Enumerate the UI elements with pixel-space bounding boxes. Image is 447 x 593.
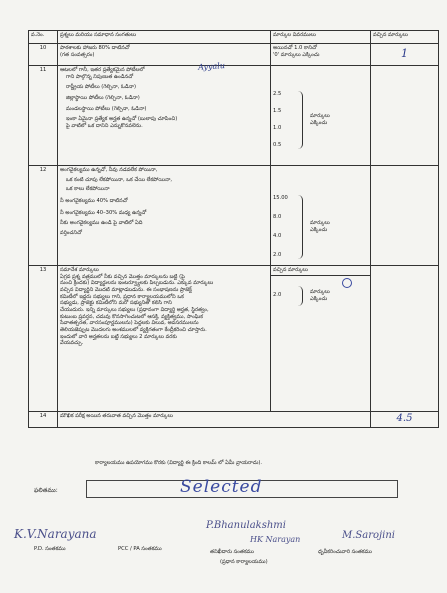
table-header-row [29, 31, 439, 44]
brace-bracket [298, 195, 303, 259]
table-row-11 [29, 66, 439, 166]
pcc-role: PCC / PA సంతకము [118, 546, 162, 552]
row-marks-details [271, 166, 371, 266]
question-line: వేయవచ్చు. [60, 340, 84, 347]
marks-values [273, 286, 295, 306]
question-line: తెలియజెప్పుట మొదలగు అంశములలో వ్యక్తిగతంగా కేంద్రీకరించి చూస్తారు. [60, 326, 207, 333]
row-marks-details [271, 66, 371, 166]
question-line: రాష్ట్రీయ పోటీలు (గెల్చినా, ఓడినా) [66, 84, 136, 91]
table-row-13 [29, 266, 439, 412]
office-note: (ప్రధాన కార్యాలయము) [220, 559, 268, 565]
marks-line: '0' మార్కులు ఎక్కించు [273, 51, 320, 58]
mark-value: 2.5 [273, 91, 282, 97]
row-marks-details [271, 266, 371, 412]
question-line: పాఠశాలకు హాజరు 80% దాటినచో [60, 45, 130, 51]
header-marks-obtained: వచ్చిన మార్కులు [371, 31, 439, 44]
marks-side-label [306, 195, 330, 259]
row-number: 12 [29, 166, 58, 266]
question-line: ఇందులో వారి అర్హతలను బట్టి సభ్యులు 2 మార్కులు వరకు [60, 333, 177, 340]
mark-value: 2.0 [273, 292, 282, 299]
brace-bracket [298, 91, 303, 149]
row-obtained-cell [371, 44, 439, 66]
row-number: 10 [29, 44, 58, 66]
mark-value: 8.0 [273, 214, 282, 221]
marks-table [28, 30, 439, 428]
side-label-line: ఎక్కించు [310, 227, 328, 233]
member1-role: తనిఖీదారు సంతకము [210, 549, 254, 555]
question-line: నీకు అంగవైకల్యము ఉండి పై వాటిలో ఏది [60, 220, 143, 227]
mark-value: 1.5 [273, 108, 282, 115]
mark-value: 2.0 [273, 252, 282, 259]
side-label-line: ఎక్కించు [310, 120, 328, 126]
question-line: మౌఖిక పరీక్ష అయిన తరువాత వచ్చిన మొత్తం మార్కులు [60, 413, 173, 419]
question-line: (గత సంవత్సరం) [60, 51, 95, 58]
row-obtained-cell [371, 266, 439, 412]
brace-bracket [298, 286, 303, 306]
question-line: జిల్లాస్థాయి పోటీలు (గెల్చినా, ఓడినా) [66, 94, 140, 101]
marks-subheader: వచ్చిన మార్కులు [271, 266, 370, 276]
side-label-line: ఎక్కించు [310, 295, 328, 302]
pd-role: P.D. సంతకము [34, 546, 66, 552]
row-obtained-cell [371, 166, 439, 266]
office-use-note: కార్యాలయము ఉపయోగము కొరకు (విద్యార్థి ఈ క్రింది కాలమ్ లో ఏమీ వ్రాయరాదు). [95, 460, 263, 466]
marks-values-group [273, 195, 368, 259]
question-line: కుటుంబ ప్రవర్తన, చదువు కొనసాగించుటలో ఆసక్తి, వ్యక్తిత్వము, సాంఘిక [60, 313, 203, 320]
header-sno: వ.నెం. [29, 31, 58, 44]
row-obtained-cell [371, 412, 439, 428]
member2-role: ధృవీకరించువారి సంతకము [318, 549, 372, 555]
marks-values-group [273, 91, 368, 149]
mark-value: 1.0 [273, 125, 282, 132]
side-label-line: మార్కులు [310, 289, 330, 295]
mark-value: 15.00 [273, 195, 288, 201]
mark-value: 4.0 [273, 233, 282, 240]
handwritten-annotation: Ayyalu [197, 61, 226, 72]
row-question [58, 66, 271, 166]
question-line: ఇంకా ఏమైనా ప్రత్యేక అర్హత ఉన్నచో (బులాపు చూపించి) [66, 116, 178, 123]
result-label: ఫలితము: [34, 487, 58, 494]
member1-signature-2: HK Narayan [250, 535, 301, 544]
question-line: ఆటలలో గానీ, ఇతర ప్రత్యేకమైన పోటీలలో [60, 67, 145, 73]
question-line: సభ్యుడు, ప్రాజెక్టు కమిటీలోని మరో సభ్యునితో కలిసి గాని [60, 300, 172, 307]
question-line: గాని పాల్గొన్న నిపుణుత ఉండినచో [66, 73, 134, 80]
row-marks-details [271, 44, 371, 66]
question-line: వర్తించనిచో [60, 229, 82, 236]
side-label-line: మార్కులు [310, 220, 330, 227]
question-line: మండలస్థాయి పోటీలు (గెల్చినా, ఓడినా) [66, 105, 147, 112]
total-marks: 4.5 [396, 413, 413, 424]
member2-signature: M.Sarojini [342, 530, 395, 541]
question-line: ఒక కాలు లేకపోయినా [66, 186, 110, 193]
obtained-mark: 1 [401, 47, 408, 61]
marks-values-group [273, 286, 368, 306]
question-line: ఒక కంటి చూపు లేకపోయినా, ఒక చేయి లేకపోయినా, [66, 176, 173, 183]
question-line: ఏగ్రవ ప్రశ్న వత్రములో నీకు వచ్చిన మొత్తం మార్కులను బట్టి (పై [60, 273, 185, 280]
table-row-10 [29, 44, 439, 66]
row-question [58, 266, 271, 412]
row-number: 14 [29, 412, 58, 428]
row-question [58, 166, 271, 266]
circle-mark-icon [342, 278, 352, 288]
row-question [58, 44, 271, 66]
question-line: నీ అంగవైకల్యము 40% దాటినచో [60, 197, 128, 204]
marks-line: అయినచో 1.0 కానిచో [273, 45, 317, 51]
header-marks-details: మార్కుల వివరములు [271, 31, 371, 44]
question-line: చేయుదురు. ఇన్ని మార్కులు సభ్యులు (ప్రధానంగా విద్యార్థి అర్హత, స్థిరత్వం, [60, 306, 209, 313]
marks-side-label [306, 91, 330, 149]
row-number: 13 [29, 266, 58, 412]
pd-signature: K.V.Narayana [14, 527, 97, 541]
question-title: సమానేశ మార్కులు [60, 267, 99, 273]
side-label-line: మార్కులు [310, 113, 330, 120]
question-line: నీ అంగవైకల్యము 40–30% మధ్య ఉన్నచో [60, 209, 147, 216]
question-line: పై వాటిలో ఒక దానిని ఎన్నుకొనవలెను. [66, 122, 143, 129]
marks-side-label [306, 286, 330, 306]
row-obtained-cell [371, 66, 439, 166]
question-line: అంగవైకల్యము ఉన్నచో, నీవు నడవలేక పోయినా, [60, 167, 158, 173]
question-line: నుంచి క్రిందకు) విద్యార్థులను ఇంటర్వ్యూలకు పిల్చబడును. ఎక్కువ మార్కులు [60, 280, 214, 287]
member1-signature: P.Bhanulakshmi [206, 520, 286, 531]
question-line: సేవాతత్పరత, వారసంపూర్ణములను) పెద్దలకు విలువ, అవసరములను [60, 320, 199, 327]
marks-values [273, 91, 295, 149]
table-row-14 [29, 412, 439, 428]
row-number: 11 [29, 66, 58, 166]
table-row-12 [29, 166, 439, 266]
mark-value: 0.5 [273, 142, 282, 149]
marks-values [273, 195, 295, 259]
row-question [58, 412, 371, 428]
question-line: కమిటీలో ఇద్దరు సభ్యులు గాని, ప్రధాన కార్యాలయములోని ఒక [60, 293, 184, 300]
result-value: Selected [180, 477, 263, 497]
header-questions: ప్రశ్నలు మరియు సమాధాన సంగతులు [58, 31, 271, 44]
question-line: వచ్చిన విద్యార్థిని మొదటి మాట్లాడబడును. ఈ సంభాషణను ప్రాజెక్ట్ [60, 286, 192, 293]
